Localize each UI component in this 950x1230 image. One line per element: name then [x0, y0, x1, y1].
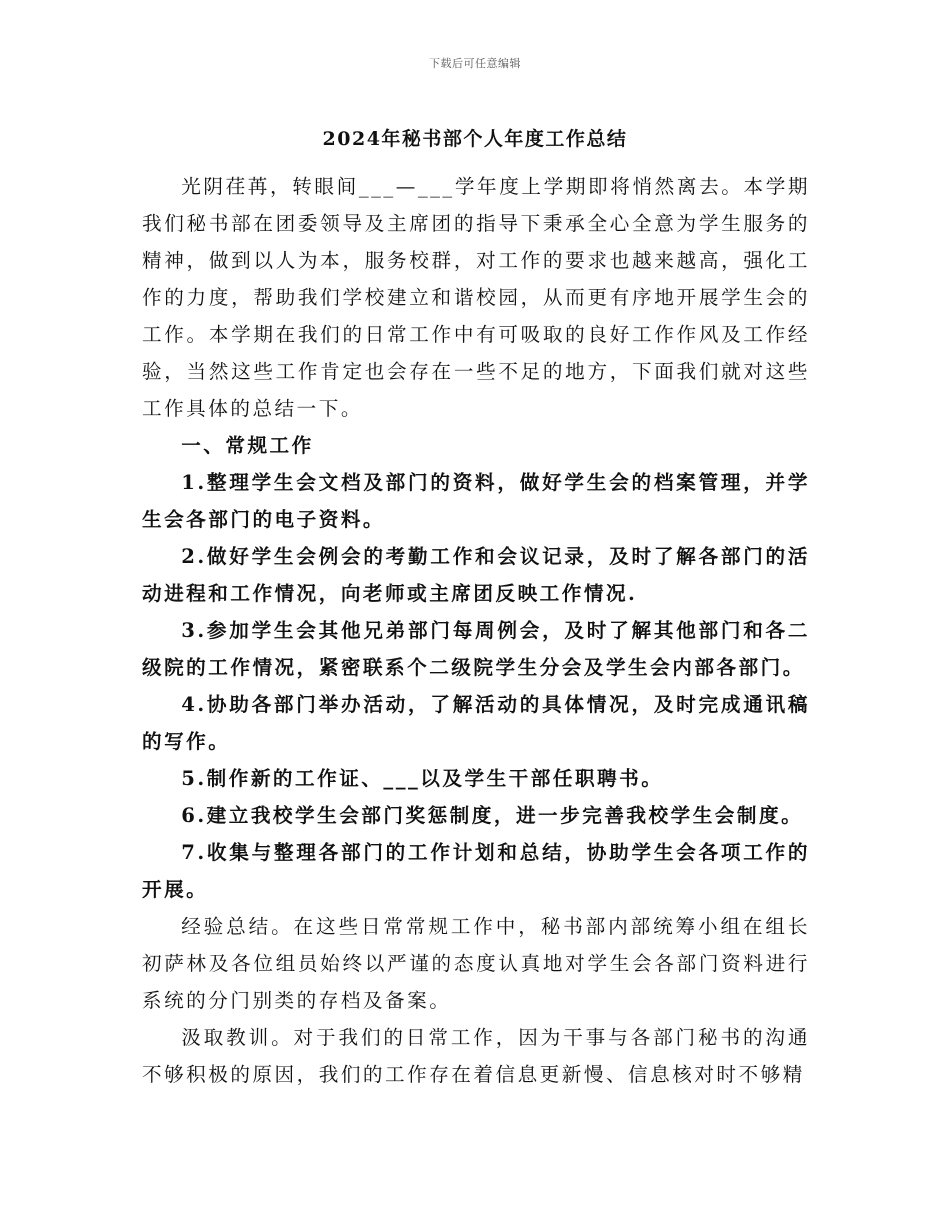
paragraph-experience-summary: 经验总结。在这些日常常规工作中，秘书部内部统筹小组在组长初萨林及各位组员始终以严谨的态度认真地对学生会各部门资料进行系统的分门别类的存档及备案。 [142, 915, 810, 1012]
paragraph-intro: 光阴荏苒，转眼间___—___学年度上学期即将悄然离去。本学期我们秘书部在团委领导及主席团的指导下秉承全心全意为学生服务的精神，做到以人为本，服务校群，对工作的要求也越来越高，强化工作的力度，帮助我们学校建立和谐校园，从而更有序地开展学生会的工作。本学期在我们的日常工作中有可吸取的良好工作作风及工作经验，当然这些工作肯定也会存在一些不足的地方，下面我们就对这些工作具体的总结一下。 [142, 175, 810, 420]
list-item-1: 1.整理学生会文档及部门的资料，做好学生会的档案管理，并学生会各部门的电子资料。 [142, 471, 810, 531]
paragraph-lessons-learned: 汲取教训。对于我们的日常工作，因为干事与各部门秘书的沟通不够积极的原因，我们的工作存在着信息更新慢、信息核对时不够精 [142, 1026, 810, 1086]
document-body [142, 168, 810, 1093]
list-item-3: 3.参加学生会其他兄弟部门每周例会，及时了解其他部门和各二级院的工作情况，紧密联系个二级院学生分会及学生会内部各部门。 [142, 619, 810, 679]
list-item-6: 6.建立我校学生会部门奖惩制度，进一步完善我校学生会制度。 [181, 804, 804, 827]
section-heading-routine-work: 一、常规工作 [181, 434, 314, 457]
document-title: 2024年秘书部个人年度工作总结 [322, 128, 628, 150]
header-note: 下载后可任意编辑 [429, 57, 521, 70]
list-item-2: 2.做好学生会例会的考勤工作和会议记录，及时了解各部门的活动进程和工作情况，向老师或主席团反映工作情况. [142, 545, 810, 605]
list-item-5: 5.制作新的工作证、___以及学生干部任职聘书。 [181, 767, 664, 790]
list-item-7: 7.收集与整理各部门的工作计划和总结，协助学生会各项工作的开展。 [142, 841, 810, 901]
list-item-4: 4.协助各部门举办活动，了解活动的具体情况，及时完成通讯稿的写作。 [142, 693, 810, 753]
